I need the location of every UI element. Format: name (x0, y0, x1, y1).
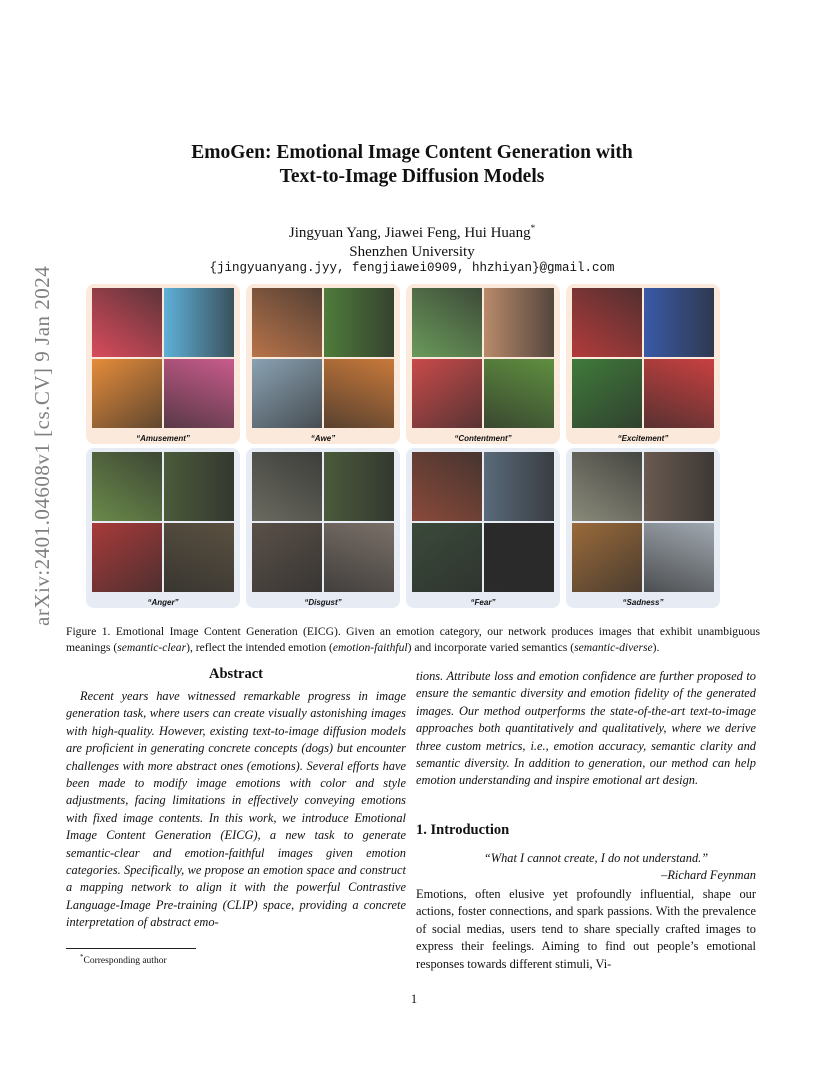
figure-panel (566, 284, 720, 444)
generated-image (324, 452, 394, 521)
figure-panel (406, 284, 560, 444)
generated-image (164, 359, 234, 428)
author-block: Jingyuan Yang, Jiawei Feng, Hui Huang* Shenzhen University (110, 219, 714, 262)
panel-emotion-label: “Awe” (310, 434, 336, 443)
figure-panel (86, 448, 240, 608)
generated-image (572, 523, 642, 592)
panel-emotion-label: “Sadness” (622, 598, 664, 607)
panel-emotion-label: “Excitement” (617, 434, 669, 443)
footnote: *Corresponding author (80, 953, 167, 967)
generated-image (484, 452, 554, 521)
panel-emotion-label: “Anger” (147, 598, 179, 607)
generated-image (412, 359, 482, 428)
figure-panel (246, 448, 400, 608)
generated-image (164, 523, 234, 592)
generated-image (644, 523, 714, 592)
figure-panel (406, 448, 560, 608)
generated-image (644, 288, 714, 357)
author-emails: {jingyuanyang.jyy, fengjiawei0909, hhzhiyan}@gmail.com (209, 261, 615, 275)
epigraph: “What I cannot create, I do not understand.” –Richard Feynman (483, 851, 756, 883)
panel-emotion-label: “Contentment” (454, 434, 512, 443)
generated-image (324, 288, 394, 357)
generated-image (252, 359, 322, 428)
generated-image (164, 288, 234, 357)
footnote-rule (66, 948, 196, 949)
generated-image (92, 359, 162, 428)
generated-image (572, 452, 642, 521)
generated-image (324, 359, 394, 428)
paper-title: EmoGen: Emotional Image Content Generation with Text-to-Image Diffusion Models (191, 142, 633, 187)
generated-image (92, 288, 162, 357)
introduction-text: Emotions, often elusive yet profoundly influential, shape our actions, foster connections, and spark passions. With the prevalence of social medias, users tend to share specially crafted images to express their feelings. Aiming to find out people’s emotional responses towards different stimuli, Vi- (416, 887, 756, 971)
page-number: 1 (410, 992, 418, 1006)
generated-image (92, 523, 162, 592)
figure-panel (566, 448, 720, 608)
generated-image (412, 523, 482, 592)
abstract-text-col2: tions. Attribute loss and emotion confidence are further proposed to ensure the semantic diversity and emotion fidelity of the generated images. Our method outperforms the state-of-the-art text-to-image approaches both quantitatively and qualitatively, where we derive three custom metrics, i.e., emotion accuracy, semantic clarity and semantic diversity. In addition to generation, our method can help emotion understanding and inspire emotional art design. (416, 669, 756, 788)
figure-panel (86, 284, 240, 444)
generated-image (164, 452, 234, 521)
generated-image (252, 452, 322, 521)
introduction-heading: 1. Introduction (416, 822, 510, 838)
generated-image (572, 288, 642, 357)
affiliation: Shenzhen University (349, 244, 475, 260)
panel-emotion-label: “Fear” (470, 598, 496, 607)
generated-image (324, 523, 394, 592)
abstract-heading: Abstract (209, 666, 263, 682)
generated-image (412, 452, 482, 521)
figure-panel (246, 284, 400, 444)
generated-image (484, 288, 554, 357)
panel-emotion-label: “Disgust” (304, 598, 342, 607)
generated-image (92, 452, 162, 521)
figure-caption: Figure 1. Emotional Image Content Generation (EICG). Given an emotion category, our network produces images that exhibit unambiguous meanings (semantic-clear), reflect the intended emotion (emotion-faithful) and incorporate varied semantics (semantic-diverse). (66, 625, 760, 654)
generated-image (412, 288, 482, 357)
generated-image (644, 359, 714, 428)
abstract-text-col1: Recent years have witnessed remarkable progress in image generation task, where users can create visually astonishing images with high-quality. However, existing text-to-image diffusion models are proficient in generating concrete concepts (dogs) but encounter challenges with more abstract ones (emotions). Several efforts have been made to modify image emotions with color and style adjustments, facing limitations in effectively conveying emotions with fixed image contents. In this work, we introduce Emotional Image Content Generation (EICG), a new task to generate semantic-clear and emotion-faithful images given emotion categories. Specifically, we propose an emotion space and construct a mapping network to align it with the powerful Contrastive Language-Image Pre-training (CLIP) space, providing a concrete interpretation of abstract emo- (66, 689, 406, 930)
panel-emotion-label: “Amusement” (136, 434, 190, 443)
generated-image (644, 452, 714, 521)
generated-image (252, 523, 322, 592)
generated-image (484, 359, 554, 428)
generated-image (252, 288, 322, 357)
generated-image (572, 359, 642, 428)
author-names: Jingyuan Yang, Jiawei Feng, Hui Huang (288, 225, 531, 241)
generated-image (484, 523, 554, 592)
